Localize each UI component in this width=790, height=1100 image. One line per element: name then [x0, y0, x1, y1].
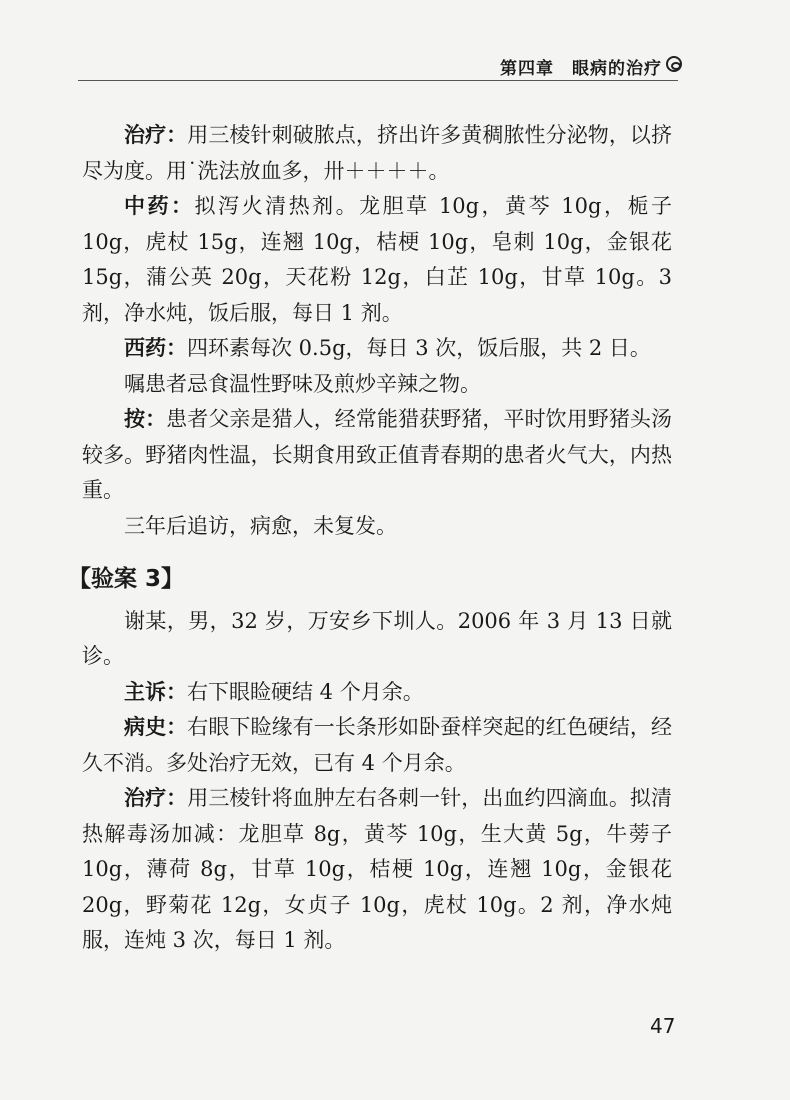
paragraph-text: 右下眼睑硬结 4 个月余。	[187, 679, 424, 704]
paragraph-complaint	[82, 675, 672, 711]
running-header	[0, 48, 790, 88]
paragraph-followup	[82, 509, 672, 545]
paragraph-label: 主诉：	[124, 679, 187, 704]
paragraph-label: 治疗：	[124, 786, 188, 810]
paragraph-text: 谢某，男，32 岁，万安乡下圳人。2006 年 3 月 13 日就诊。	[82, 608, 672, 668]
paragraph-advice	[82, 367, 672, 403]
paragraph-label: 病史：	[124, 715, 188, 739]
paragraph-chinese-medicine	[82, 189, 672, 331]
chapter-title: 第四章 眼病的治疗	[500, 59, 662, 79]
paragraph-label: 按：	[124, 407, 167, 431]
paragraph-text: 患者父亲是猎人，经常能猎获野猪，平时饮用野猪头汤较多。野猪肉性温，长期食用致正值青春期的患者火气大，内热重。	[82, 407, 673, 502]
paragraph-treatment-2	[82, 781, 672, 959]
paragraph-text: 拟泻火清热剂。龙胆草 10g，黄芩 10g，栀子 10g，虎杖 15g，连翘 10g，桔梗 10g，皂刺 10g，金银花 15g，蒲公英 20g，天花粉 12g，白芷 10g，甘草 10g。3 剂，净水炖，饭后服，每日 1 剂。	[82, 194, 672, 325]
paragraph-text: 嘱患者忌食温性野味及煎炒辛辣之物。	[124, 371, 481, 396]
paragraph-label: 西药：	[124, 336, 187, 360]
page-number: 47	[650, 1014, 676, 1038]
eye-icon	[666, 56, 682, 72]
header-rule	[78, 80, 678, 81]
paragraph-history	[82, 710, 672, 781]
paragraph-text: 用三棱针将血肿左右各刺一针，出血约四滴血。拟清热解毒汤加减：龙胆草 8g，黄芩 10g，生大黄 5g，牛蒡子 10g，薄荷 8g，甘草 10g，桔梗 10g，连翘 10g，金银花 20g，野菊花 12g，女贞子 10g，虎杖 10g。2 剂，净水炖服，连炖 3 次，每日 1 剂。	[82, 786, 673, 952]
paragraph-text: 用三棱针刺破脓点，挤出许多黄稠脓性分泌物，以挤尽为度。用˙洗法放血多，卅＋＋＋＋。	[82, 123, 673, 183]
paragraph-label: 中药：	[124, 194, 195, 218]
paragraph-text: 三年后追访，病愈，未复发。	[124, 513, 397, 538]
paragraph-label: 治疗：	[124, 123, 188, 147]
paragraph-text: 右眼下睑缘有一长条形如卧蚕样突起的红色硬结，经久不消。多处治疗无效，已有 4 个月余。	[82, 715, 673, 775]
paragraph-western-medicine	[82, 331, 672, 367]
paragraph-treatment	[82, 118, 672, 189]
paragraph-patient	[82, 604, 672, 675]
paragraph-text: 四环素每次 0.5g，每日 3 次，饭后服，共 2 日。	[187, 336, 651, 360]
case-heading: 【验案 3】	[68, 566, 185, 592]
body-text	[68, 118, 673, 959]
paragraph-note	[82, 402, 672, 509]
